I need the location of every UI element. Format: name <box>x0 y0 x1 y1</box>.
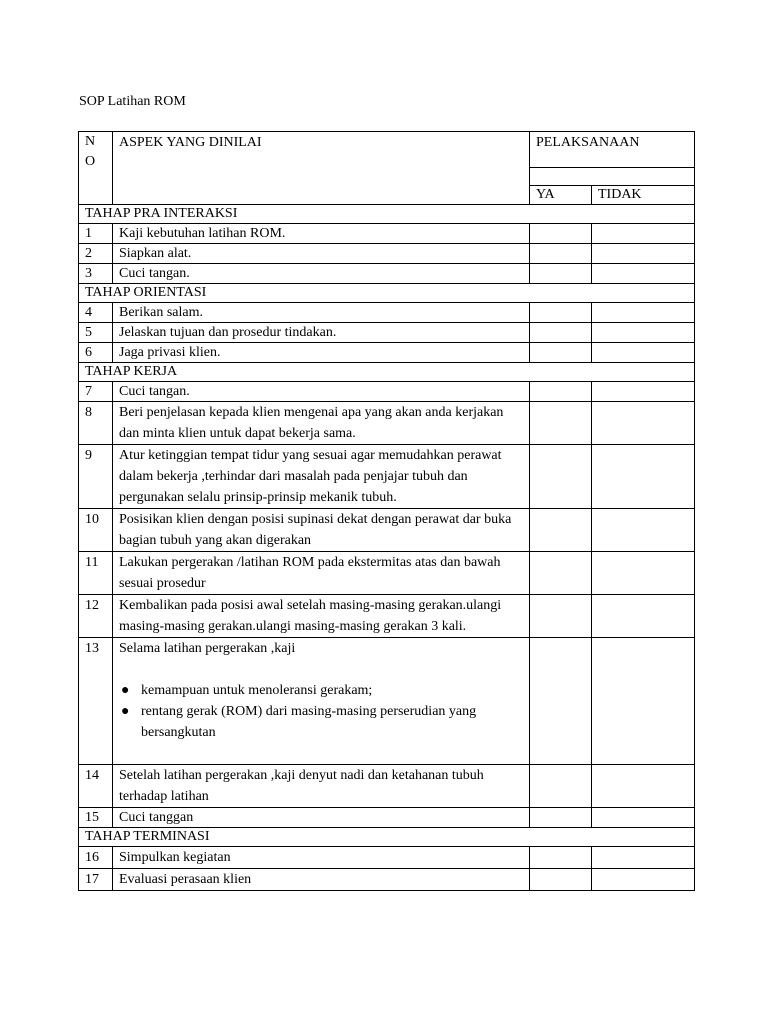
row-aspek: Beri penjelasan kepada klien mengenai apa yang akan anda kerjakan dan minta klien untuk dapat bekerja sama. <box>113 402 530 445</box>
row-ya-cell <box>530 224 592 244</box>
row-ya-cell <box>530 808 592 828</box>
row-ya-cell <box>530 765 592 808</box>
row-ya-cell <box>530 402 592 445</box>
bullet-text: kemampuan untuk menoleransi gerakam; <box>141 683 373 698</box>
row-number: 10 <box>79 509 113 552</box>
table-row <box>79 552 695 595</box>
row-number: 8 <box>79 402 113 445</box>
row-number: 17 <box>79 869 113 891</box>
bullet-item <box>121 701 523 743</box>
row-ya-cell <box>530 244 592 264</box>
column-header-no <box>79 132 113 205</box>
row-ya-cell <box>530 869 592 891</box>
bullet-item <box>121 680 523 701</box>
row-number: 16 <box>79 847 113 869</box>
row-ya-cell <box>530 382 592 402</box>
row-ya-cell <box>530 323 592 343</box>
column-header-ya: YA <box>530 186 592 205</box>
table-row <box>79 382 695 402</box>
row-tidak-cell <box>592 847 695 869</box>
row-ya-cell <box>530 509 592 552</box>
section-row <box>79 205 695 224</box>
row-ya-cell <box>530 638 592 765</box>
row-number: 9 <box>79 445 113 509</box>
row-tidak-cell <box>592 244 695 264</box>
column-header-no-line2: O <box>85 154 96 169</box>
row-number: 6 <box>79 343 113 363</box>
row-aspek: Simpulkan kegiatan <box>113 847 530 869</box>
row-number: 3 <box>79 264 113 284</box>
row-aspek: Atur ketinggian tempat tidur yang sesuai agar memudahkan perawat dalam bekerja ,terhindar dari masalah pada penjajar tubuh dan pergunakan selalu prinsip-prinsip mekanik tubuh. <box>113 445 530 509</box>
row-aspek: Kembalikan pada posisi awal setelah masing-masing gerakan.ulangi masing-masing gerakan.ulangi masing-masing gerakan 3 kali. <box>113 595 530 638</box>
table-row <box>79 765 695 808</box>
table-header <box>79 132 695 205</box>
row-ya-cell <box>530 303 592 323</box>
row-aspek: Kaji kebutuhan latihan ROM. <box>113 224 530 244</box>
row-aspek: Posisikan klien dengan posisi supinasi dekat dengan perawat dar buka bagian tubuh yang akan digerakan <box>113 509 530 552</box>
row-number: 2 <box>79 244 113 264</box>
section-title: TAHAP PRA INTERAKSI <box>79 205 695 224</box>
row-number: 12 <box>79 595 113 638</box>
table-row <box>79 445 695 509</box>
row-tidak-cell <box>592 303 695 323</box>
bullet-icon: ● <box>121 704 130 719</box>
table-row <box>79 509 695 552</box>
row-number: 1 <box>79 224 113 244</box>
table-row <box>79 264 695 284</box>
row-tidak-cell <box>592 595 695 638</box>
row-ya-cell <box>530 595 592 638</box>
table-row <box>79 808 695 828</box>
row-aspek: Berikan salam. <box>113 303 530 323</box>
row-tidak-cell <box>592 509 695 552</box>
table-row <box>79 869 695 891</box>
row-tidak-cell <box>592 382 695 402</box>
column-header-no-line1: N <box>85 134 96 149</box>
column-header-aspek: ASPEK YANG DINILAI <box>113 132 530 205</box>
header-blank-cell <box>530 168 695 186</box>
table-row <box>79 343 695 363</box>
row-tidak-cell <box>592 323 695 343</box>
table-row <box>79 638 695 765</box>
section-row <box>79 284 695 303</box>
row-tidak-cell <box>592 808 695 828</box>
table-row <box>79 224 695 244</box>
row-number: 14 <box>79 765 113 808</box>
row-aspek-lead: Selama latihan pergerakan ,kaji <box>119 641 296 656</box>
row-ya-cell <box>530 343 592 363</box>
section-title: TAHAP TERMINASI <box>79 828 695 847</box>
row-number: 15 <box>79 808 113 828</box>
row-ya-cell <box>530 264 592 284</box>
row-tidak-cell <box>592 224 695 244</box>
row-aspek: Evaluasi perasaan klien <box>113 869 530 891</box>
section-row <box>79 828 695 847</box>
column-header-tidak: TIDAK <box>592 186 695 205</box>
bullet-list <box>119 680 523 743</box>
column-header-pelaksanaan: PELAKSANAAN <box>530 132 695 168</box>
row-tidak-cell <box>592 264 695 284</box>
table-body <box>79 205 695 891</box>
table-row <box>79 244 695 264</box>
sop-table <box>78 131 695 891</box>
row-tidak-cell <box>592 869 695 891</box>
row-number: 7 <box>79 382 113 402</box>
document-title: SOP Latihan ROM <box>79 94 186 109</box>
row-aspek: Cuci tangan. <box>113 264 530 284</box>
row-tidak-cell <box>592 765 695 808</box>
row-number: 13 <box>79 638 113 765</box>
section-row <box>79 363 695 382</box>
section-title: TAHAP ORIENTASI <box>79 284 695 303</box>
row-ya-cell <box>530 847 592 869</box>
row-aspek: Cuci tanggan <box>113 808 530 828</box>
bullet-icon: ● <box>121 683 130 698</box>
table-row <box>79 847 695 869</box>
row-ya-cell <box>530 445 592 509</box>
table-row <box>79 303 695 323</box>
row-ya-cell <box>530 552 592 595</box>
row-tidak-cell <box>592 402 695 445</box>
row-aspek: Siapkan alat. <box>113 244 530 264</box>
row-tidak-cell <box>592 343 695 363</box>
section-title: TAHAP KERJA <box>79 363 695 382</box>
row-aspek: Jelaskan tujuan dan prosedur tindakan. <box>113 323 530 343</box>
row-number: 4 <box>79 303 113 323</box>
row-aspek: Cuci tangan. <box>113 382 530 402</box>
row-number: 5 <box>79 323 113 343</box>
table-row <box>79 402 695 445</box>
row-tidak-cell <box>592 638 695 765</box>
row-tidak-cell <box>592 445 695 509</box>
row-aspek: Lakukan pergerakan /latihan ROM pada ekstermitas atas dan bawah sesuai prosedur <box>113 552 530 595</box>
row-aspek: Jaga privasi klien. <box>113 343 530 363</box>
row-aspek-with-bullets <box>113 638 530 765</box>
bullet-text: rentang gerak (ROM) dari masing-masing perserudian yang bersangkutan <box>141 704 477 740</box>
row-number: 11 <box>79 552 113 595</box>
row-tidak-cell <box>592 552 695 595</box>
table-row <box>79 595 695 638</box>
table-row <box>79 323 695 343</box>
row-aspek: Setelah latihan pergerakan ,kaji denyut nadi dan ketahanan tubuh terhadap latihan <box>113 765 530 808</box>
